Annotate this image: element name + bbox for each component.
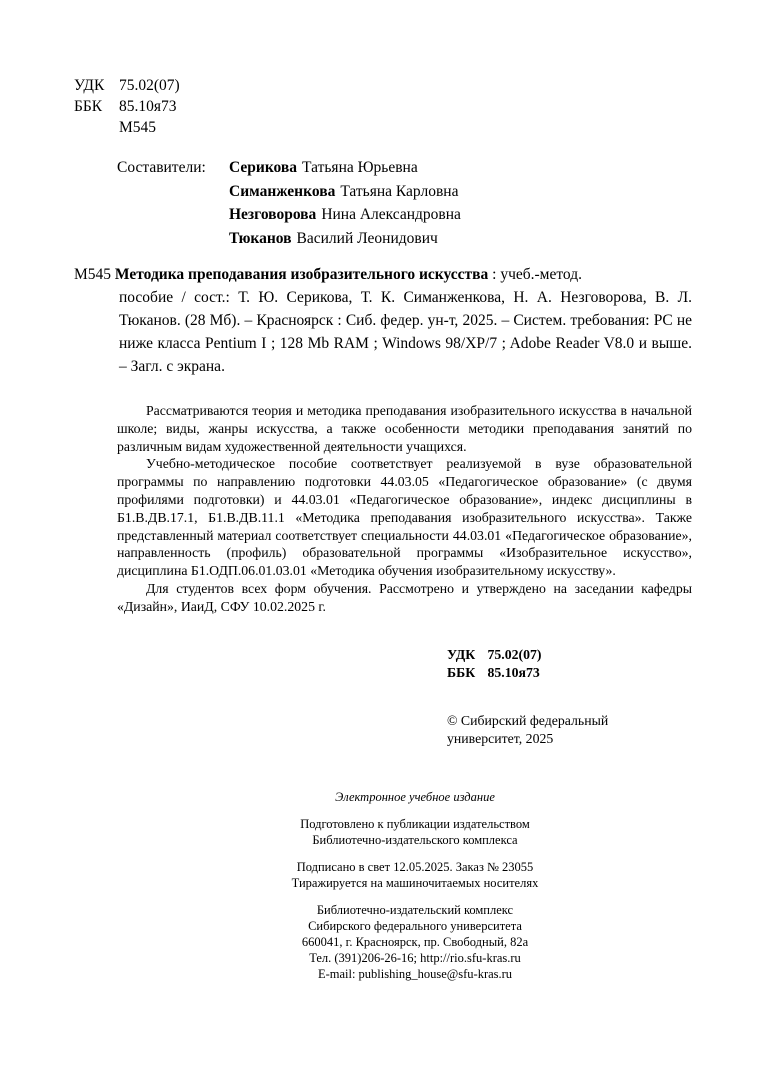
publisher-phone: Тел. (391)206-26-16; http://rio.sfu-kras.ru: [309, 951, 521, 965]
classification-codes-summary: [447, 646, 541, 682]
bbk-row: [74, 96, 180, 117]
udk-row: [447, 646, 541, 664]
udk-value: 75.02(07): [487, 647, 542, 662]
prepared-block: [230, 816, 600, 848]
annotation: [117, 402, 692, 616]
publisher-email: E-mail: publishing_house@sfu-kras.ru: [317, 967, 513, 981]
udk-row: [74, 75, 180, 96]
bbk-label: ББК: [74, 98, 103, 115]
bbk-value: 85.10я73: [119, 98, 177, 115]
composers-label: Составители:: [117, 159, 206, 176]
publisher-block: [230, 902, 600, 982]
composer-surname: Тюканов: [229, 229, 292, 247]
composer-names: Татьяна Карловна: [340, 182, 459, 200]
composer-surname: Серикова: [229, 159, 298, 176]
entry-code: М545: [74, 266, 112, 283]
bbk-row: [447, 664, 541, 682]
composer-surname: Симанженкова: [229, 182, 336, 200]
edition-type: Электронное учебное издание: [335, 790, 495, 804]
udk-value: 75.02(07): [119, 77, 180, 94]
entry-type: : учеб.-метод.: [488, 266, 582, 283]
publisher-line: Сибирского федерального университета: [308, 919, 522, 933]
signed-line: Подписано в свет 12.05.2025. Заказ № 23055: [296, 860, 534, 874]
annotation-paragraph: Рассматриваются теория и методика преподавания изобразительного искусства в начальной школе; виды, жанры искусства, а также особенности методики преподавания занятий по различным видам художественной деятельности учащихся.: [117, 403, 692, 454]
composer-row: [117, 227, 461, 251]
entry-title: Методика преподавания изобразительного искусства: [114, 266, 489, 283]
copyright-line: университет, 2025: [447, 731, 554, 746]
prepared-line: Подготовлено к публикации издательством: [300, 817, 530, 831]
prepared-line: Библиотечно-издательского комплекса: [312, 833, 518, 847]
composer-names: Нина Александровна: [321, 206, 461, 223]
composer-names: Василий Леонидович: [296, 229, 438, 247]
composer-surname: Незговорова: [229, 206, 317, 223]
bibliographic-entry: [74, 263, 692, 378]
udk-label: УДК: [74, 77, 105, 94]
publisher-address: 660041, г. Красноярск, пр. Свободный, 82а: [301, 935, 529, 949]
publication-imprint: [230, 789, 600, 993]
signing-block: [230, 859, 600, 891]
copies-line: Тиражируется на машиночитаемых носителях: [291, 876, 539, 890]
author-mark-row: [74, 117, 180, 138]
classification-codes: [74, 75, 180, 138]
udk-label: УДК: [447, 647, 476, 662]
composers-list: [117, 156, 461, 250]
composer-names: Татьяна Юрьевна: [302, 159, 418, 176]
annotation-paragraph: Учебно-методическое пособие соответствует реализуемой в вузе образовательной программы по направлению подготовки 44.03.05 «Педагогическое образование» (с двумя профилями подготовки) и 44.03.01 «Педагогическое образование», индекс дисциплины в Б1.В.ДВ.17.1, Б1.В.ДВ.11.1 «Методика преподавания изобразительного искусства». Также представленный материал соответствует специальности 44.03.01 «Педагогическое образование», направленность (профиль) образовательной программы «Изобразительное искусство», дисциплина Б1.ОДП.06.01.03.01 «Методика обучения изобразительному искусству».: [117, 456, 692, 579]
entry-description: пособие / сост.: Т. Ю. Серикова, Т. К. Симанженкова, Н. А. Незговорова, В. Л. Тюканов. (28 Мб). – Красноярск : Сиб. федер. ун-т, 2025. – Систем. требования: PC не ниже класса Pentium I ; 128 Mb RAM ; Windows 98/XP/7 ; Adobe Reader V8.0 и выше. – Загл. с экрана.: [119, 289, 692, 375]
composer-row: [117, 156, 461, 180]
publisher-line: Библиотечно-издательский комплекс: [316, 903, 514, 917]
composer-row: [117, 203, 461, 227]
entry-first-line: [74, 263, 692, 286]
annotation-paragraph: Для студентов всех форм обучения. Рассмотрено и утверждено на заседании кафедры «Дизайн», ИаиД, СФУ 10.02.2025 г.: [117, 580, 692, 614]
copyright-notice: [447, 712, 667, 748]
author-mark: М545: [119, 119, 157, 136]
copyright-line: © Сибирский федеральный: [447, 713, 609, 728]
composer-row: [117, 180, 461, 204]
bbk-value: 85.10я73: [487, 665, 540, 680]
bbk-label: ББК: [447, 665, 476, 680]
